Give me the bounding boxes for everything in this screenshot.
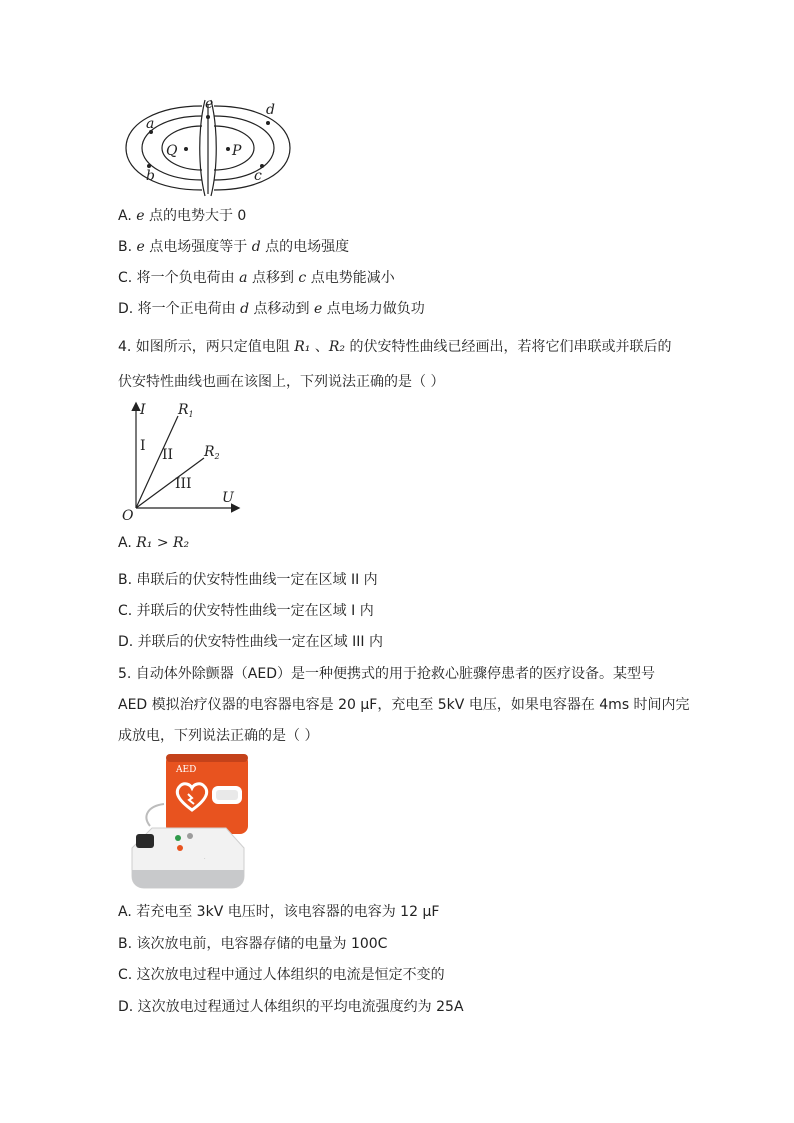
region-3-label: III (175, 476, 192, 492)
option-text: 点移到 (247, 270, 299, 286)
label-a: a (146, 116, 155, 132)
charge-p-dot (226, 147, 230, 151)
option-text-end: 点电势能减小 (306, 270, 395, 286)
q5-option-b: B. 该次放电前，电容器存储的电量为 100C (118, 936, 388, 952)
var-e: e (136, 239, 145, 255)
option-prefix: B. (118, 239, 137, 255)
separator: 、 (310, 339, 329, 355)
q4-stem-text-end: 的伏安特性曲线已经画出，若将它们串联或并联后的 (345, 339, 672, 355)
svg-text:·: · (204, 856, 206, 862)
var-r1: R₁ (294, 339, 311, 355)
label-d: d (266, 102, 275, 118)
option-math: R₁ > R₂ (136, 535, 190, 551)
label-e: e (205, 98, 214, 112)
point-e-dot (206, 115, 210, 119)
q3-option-c (118, 268, 395, 288)
r2-label: $R_2$ (204, 444, 220, 461)
q3-option-d (118, 299, 425, 319)
q4-stem-line2: 伏安特性曲线也画在该图上，下列说法正确的是（ ） (118, 374, 445, 390)
q4-stem-line1 (118, 337, 671, 357)
option-text: 点的电势大于 0 (144, 208, 247, 224)
u-axis-label: U (222, 490, 234, 506)
q3-option-a (118, 206, 246, 226)
option-text: 点电场强度等于 (144, 239, 252, 255)
q5-stem-line2: AED 模拟治疗仪器的电容器电容是 20 μF，充电至 5kV 电压，如果电容器在 4ms 时间内完 (118, 697, 690, 713)
option-prefix: A. (118, 208, 137, 224)
var-d: d (251, 239, 261, 255)
iu-graph (118, 398, 248, 522)
r1-label: $R_1$ (178, 402, 194, 419)
q4-stem-text: 4. 如图所示，两只定值电阻 (118, 339, 295, 355)
r2-line (136, 458, 204, 508)
var-e: e (136, 208, 145, 224)
region-1-label: I (140, 438, 146, 454)
q4-option-b: B. 串联后的伏安特性曲线一定在区域 II 内 (118, 572, 378, 588)
option-text-end: 点电场力做负功 (322, 301, 425, 317)
var-r2: R₂ (328, 339, 346, 355)
var-c: c (298, 270, 307, 286)
aed-label: AED (176, 765, 197, 775)
q4-option-d: D. 并联后的伏安特性曲线一定在区域 III 内 (118, 634, 383, 650)
q5-option-a: A. 若充电至 3kV 电压时，该电容器的电容为 12 μF (118, 904, 440, 920)
q3-option-b (118, 237, 349, 257)
option-prefix: C. 将一个负电荷由 (118, 270, 240, 286)
q4-option-a (118, 533, 189, 553)
option-prefix: D. 将一个正电荷由 (118, 301, 241, 317)
var-e: e (314, 301, 323, 317)
q5-stem-line3: 成放电，下列说法正确的是（ ） (118, 728, 319, 744)
option-text: 点移动到 (249, 301, 315, 317)
origin-label: O (122, 508, 134, 522)
label-q: Q (166, 143, 178, 159)
q5-stem-line1: 5. 自动体外除颤器（AED）是一种便携式的用于抢救心脏骤停患者的医疗设备。某型号 (118, 666, 656, 682)
aed-device-image (128, 752, 252, 892)
i-axis-label: I (140, 402, 146, 418)
label-p: P (232, 143, 242, 159)
q4-option-c: C. 并联后的伏安特性曲线一定在区域 I 内 (118, 603, 374, 619)
option-text-end: 点的电场强度 (260, 239, 350, 255)
charge-q-dot (184, 147, 188, 151)
electric-field-figure (118, 98, 298, 198)
point-d-dot (266, 121, 270, 125)
label-b: b (146, 168, 155, 184)
var-a: a (239, 270, 248, 286)
region-2-label: II (162, 447, 174, 463)
label-c: c (254, 168, 262, 184)
option-prefix: A. (118, 535, 137, 551)
var-d: d (240, 301, 250, 317)
q5-option-c: C. 这次放电过程中通过人体组织的电流是恒定不变的 (118, 967, 445, 983)
q5-option-d: D. 这次放电过程通过人体组织的平均电流强度约为 25A (118, 999, 464, 1015)
